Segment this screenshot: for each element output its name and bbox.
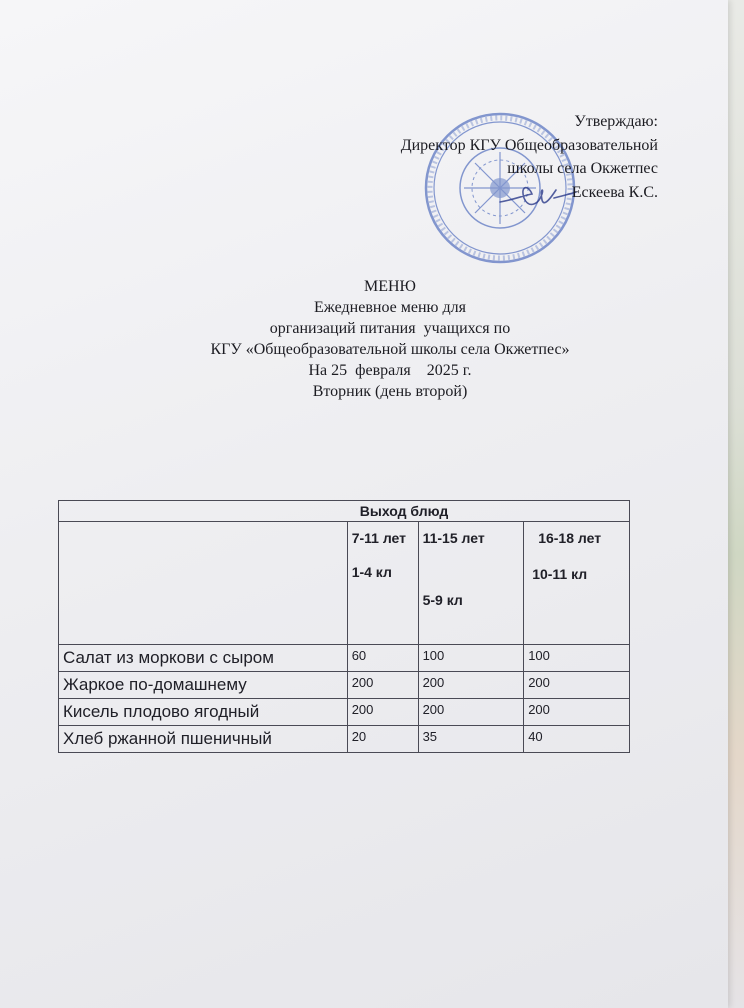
heading-line: КГУ «Общеобразовательной школы села Окжетпес» <box>210 341 570 358</box>
portion-value: 60 <box>347 645 418 672</box>
age-group-label: 11-15 лет <box>422 530 485 546</box>
grade-label: 10-11 кл <box>532 566 588 582</box>
approval-line: школы села Окжетпес <box>507 160 658 177</box>
portion-value: 35 <box>418 726 524 753</box>
age-group-row <box>59 522 630 645</box>
approval-block <box>318 110 658 204</box>
menu-table <box>58 500 630 753</box>
grade-label: 5-9 кл <box>422 592 463 608</box>
heading-line: организаций питания учащихся по <box>269 320 511 337</box>
age-group-cell <box>347 522 418 645</box>
dish-name: Жаркое по-домашнему <box>59 672 348 699</box>
menu-day: Вторник (день второй) <box>312 383 468 400</box>
approval-line: Ескеева К.С. <box>571 183 658 201</box>
menu-heading <box>150 276 630 402</box>
table-row <box>59 645 630 672</box>
portion-value: 100 <box>524 645 630 672</box>
portion-value: 200 <box>347 672 418 699</box>
age-group-cell <box>418 522 524 645</box>
age-group-cell <box>524 522 630 645</box>
approval-line: Утверждаю: <box>574 113 658 130</box>
portion-value: 100 <box>418 645 524 672</box>
portion-value: 200 <box>418 672 524 699</box>
age-group-label: 7-11 лет <box>351 530 406 546</box>
dish-name: Хлеб ржанной пшеничный <box>59 726 348 753</box>
table-title: Выход блюд <box>59 501 630 522</box>
table-row <box>59 726 630 753</box>
empty-header-cell <box>59 522 348 645</box>
portion-value: 200 <box>418 699 524 726</box>
menu-date: На 25 февраля 2025 г. <box>308 362 472 379</box>
dish-name: Салат из моркови с сыром <box>59 645 348 672</box>
approval-line: Директор КГУ Общеобразовательной <box>400 136 658 154</box>
age-group-label: 16-18 лет <box>538 530 602 546</box>
menu-title: МЕНЮ <box>364 278 416 295</box>
table-header-row <box>59 501 630 522</box>
table-row <box>59 672 630 699</box>
table-row <box>59 699 630 726</box>
portion-value: 200 <box>524 672 630 699</box>
portion-value: 200 <box>347 699 418 726</box>
heading-line: Ежедневное меню для <box>314 299 466 316</box>
portion-value: 200 <box>524 699 630 726</box>
portion-value: 20 <box>347 726 418 753</box>
grade-label: 1-4 кл <box>351 564 392 580</box>
dish-name: Кисель плодово ягодный <box>59 699 348 726</box>
portion-value: 40 <box>524 726 630 753</box>
